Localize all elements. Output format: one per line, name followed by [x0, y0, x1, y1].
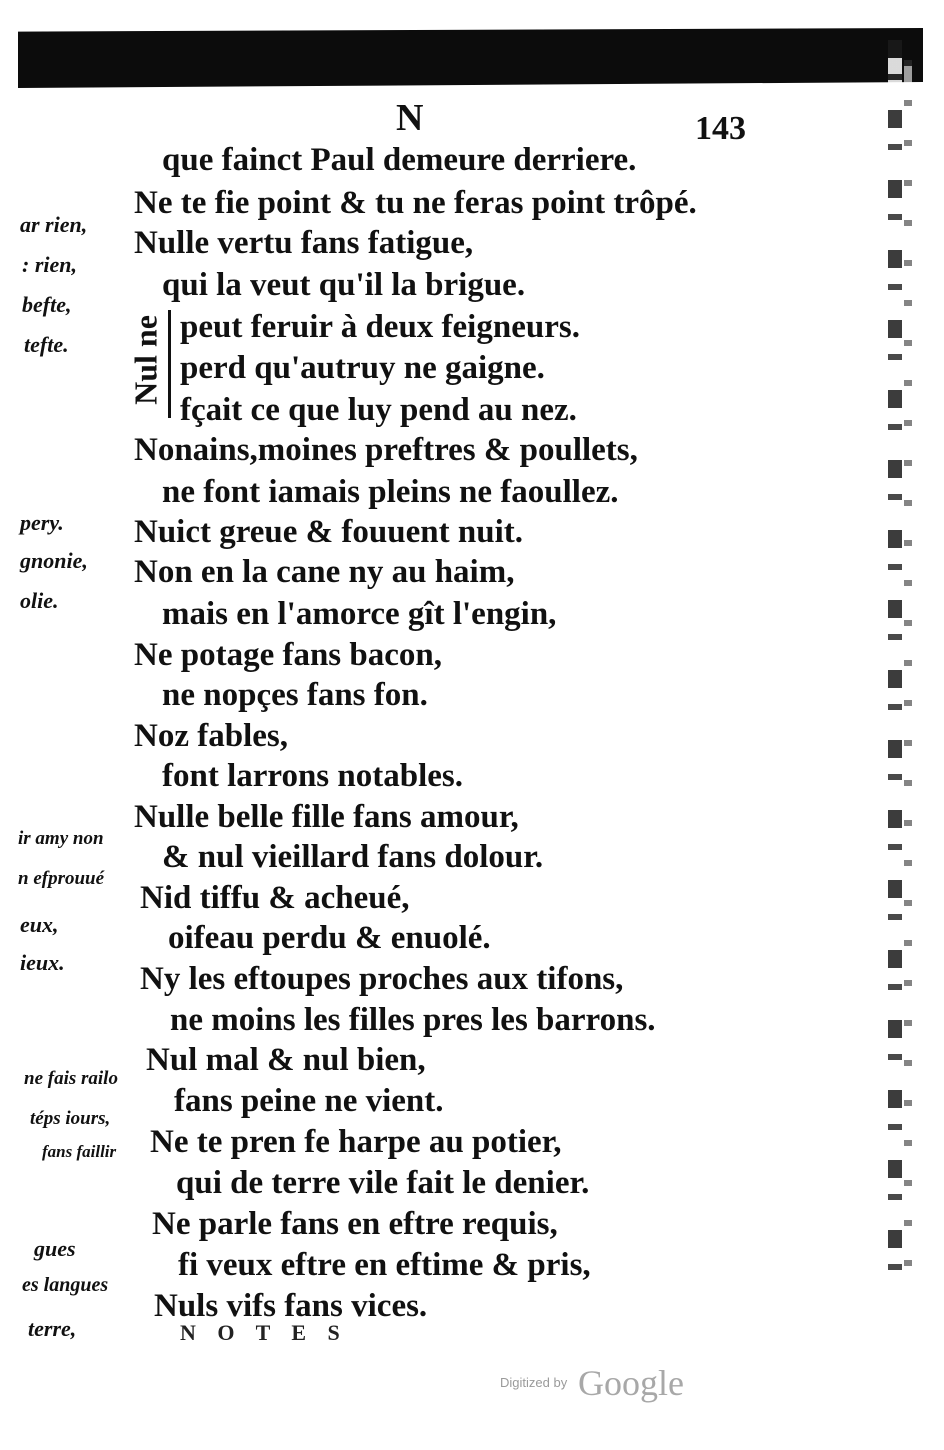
- section-header-letter: N: [396, 97, 424, 139]
- text-line: Noz fables,: [134, 718, 288, 754]
- margin-note: n efprouué: [18, 868, 105, 889]
- margin-note: eux,: [20, 912, 59, 937]
- margin-note: ir amy non: [18, 828, 104, 849]
- text-line: Nulle belle fille fans amour,: [134, 799, 519, 835]
- text-line: Ne te pren fe harpe au potier,: [150, 1124, 562, 1160]
- margin-note: terre,: [28, 1316, 77, 1341]
- text-line: oifeau perdu & enuolé.: [168, 920, 491, 956]
- text-line: fans peine ne vient.: [174, 1083, 444, 1119]
- text-line: ne moins les filles pres les barrons.: [170, 1002, 656, 1038]
- text-line: perd qu'autruy ne gaigne.: [180, 350, 545, 386]
- text-line: fi veux eftre en eftime & pris,: [178, 1247, 591, 1283]
- text-line: qui la veut qu'il la brigue.: [162, 267, 526, 303]
- text-line: Ny les eftoupes proches aux tifons,: [140, 961, 624, 997]
- text-line: Nul mal & nul bien,: [146, 1042, 426, 1078]
- text-line: Ne te fie point & tu ne feras point trôpé.: [134, 185, 697, 221]
- margin-note: : rien,: [22, 252, 77, 277]
- margin-note: ieux.: [20, 950, 65, 975]
- margin-note: olie.: [20, 588, 59, 613]
- page-number: 143: [695, 110, 746, 147]
- text-line: Nuict greue & fouuent nuit.: [134, 514, 523, 550]
- bottom-catchword: N O T E S: [180, 1320, 348, 1345]
- text-line: ne font iamais pleins ne faoullez.: [162, 474, 619, 510]
- text-line: Ne potage fans bacon,: [134, 637, 443, 673]
- text-line: peut feruir à deux feigneurs.: [180, 309, 580, 345]
- bracket-label-nul-ne: Nul ne: [127, 315, 164, 405]
- margin-note: ar rien,: [20, 212, 88, 237]
- text-line: fçait ce que luy pend au nez.: [180, 392, 577, 428]
- text-line: ne nopçes fans fon.: [162, 677, 428, 713]
- margin-note: fans faillir: [42, 1142, 117, 1161]
- margin-note: pery.: [20, 510, 64, 535]
- margin-note: téps iours,: [30, 1108, 111, 1129]
- google-logo: Google: [578, 1363, 684, 1403]
- text-line: que fainct Paul demeure derriere.: [162, 142, 637, 178]
- text-line: Nuls vifs fans vices.: [154, 1288, 428, 1324]
- margin-note: befte,: [22, 292, 72, 317]
- margin-note: gnonie,: [20, 548, 88, 573]
- text-line: & nul vieillard fans dolour.: [162, 839, 544, 875]
- margin-note: es langues: [22, 1274, 109, 1296]
- text-line: mais en l'amorce gît l'engin,: [162, 596, 557, 632]
- text-line: Nonains,moines preftres & poullets,: [134, 432, 638, 468]
- text-line: Nid tiffu & acheué,: [140, 880, 410, 916]
- text-line: Ne parle fans en eftre requis,: [152, 1206, 558, 1242]
- text-line: qui de terre vile fait le denier.: [176, 1165, 590, 1201]
- margin-note: gues: [34, 1236, 76, 1261]
- digitized-by-label: Digitized by: [500, 1375, 568, 1390]
- text-line: Nulle vertu fans fatigue,: [134, 225, 474, 261]
- margin-note: ne fais railo: [24, 1068, 118, 1089]
- text-line: Non en la cane ny au haim,: [134, 554, 515, 590]
- text-line: font larrons notables.: [162, 758, 463, 794]
- margin-note: tefte.: [24, 332, 69, 357]
- bracket-bar: [168, 310, 171, 418]
